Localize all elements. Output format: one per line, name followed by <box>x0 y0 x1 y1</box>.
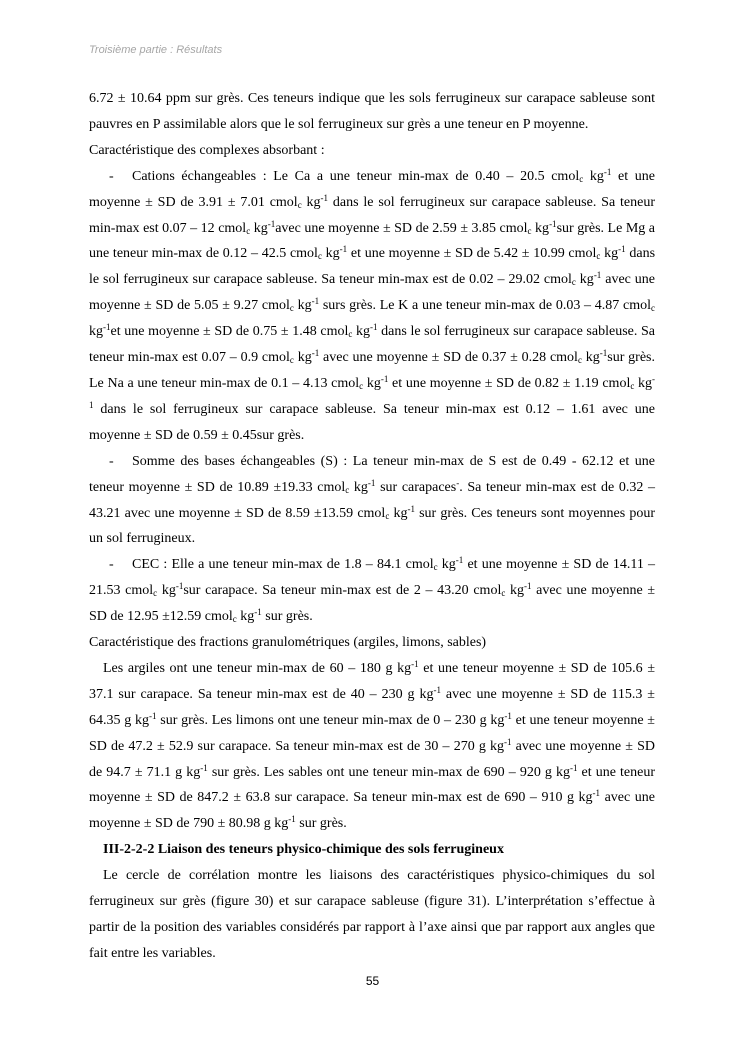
bullet-dash: - <box>109 453 114 469</box>
paragraph-correlation: Le cercle de corrélation montre les liaisons des caractéristiques physico-chimiques du sol ferrugineux sur grès (figure 30) et sur carapace sableuse (figure 31). L’interprétation s’effectue à partir de la position des variables considérés par rapport à l’axe ainsi que par rapport aux angles que fait entre les variables. <box>89 868 655 961</box>
bullet-dash: - <box>109 557 114 573</box>
bullet-cations: - Cations échangeables : Le Ca a une teneur min-max de 0.40 – 20.5 cmol$_c$ $kg^{-1}$ et une moyenne ± SD de 3.91 ± 7.01 cmol$_c$ $kg^{-1}$ dans le sol ferrugineux sur carapace sableuse. Sa teneur min-max est 0.07 – 12 cmol$_c$ $kg^{-1}avec$ une moyenne ± SD de 2.59 ± 3.85 cmol$_c$ $kg^{-1}sur$ grès. Le Mg a une teneur min-max de 0.12 – 42.5 cmol$_c$ $kg^{-1}$ et une moyenne ± SD de 5.42 ± 10.99 cmol$_c$ $kg^{-1}$ dans le sol ferrugineux sur carapace sableuse. Sa teneur min-max est de 0.02 – 29.02 cmol$_c$ $kg^{-1}$ avec une moyenne ± SD de 5.05 ± 9.27 cmol$_c$ $kg^{-1}$ surs grès. Le K a une teneur min-max de 0.03 – 4.87 cmol$_c$ $kg^{-1}et$ une moyenne ± SD de 0.75 ± 1.48 cmol$_c$ $kg^{-1}$ dans le sol ferrugineux sur carapace sableuse. Sa teneur min-max est 0.07 – 0.9 cmol$_c$ $kg^{-1}$ avec une moyenne ± SD de 0.37 ± 0.28 cmol$_c$ $kg^{-1}sur$ grès. Le Na a une teneur min-max de 0.1 – 4.13 cmol$_c$ $kg^{-1}$ et une moyenne ± SD de 0.82 ± 1.19 cmol$_c$ $kg^{-1}$ dans le sol ferrugineux sur carapace sableuse. Sa teneur min-max est 0.12 – 1.61 avec une moyenne ± SD de 0.59 ± 0.45sur grès. <box>89 164 655 449</box>
running-header: Troisième partie : Résultats <box>89 44 223 56</box>
paragraph-phosphorus: 6.72 ± 10.64 ppm sur grès. Ces teneurs indique que les sols ferrugineux sur carapace sableuse sont pauvres en P assimilable alors que le sol ferrugineux sur grès a une teneur en P moyenne. <box>89 91 655 132</box>
bullet-cec: - CEC : Elle a une teneur min-max de 1.8 – 84.1 cmol$_c$ $kg^{-1}$ et une moyenne ± SD de 14.11 – 21.53 cmol$_c$ $kg^{-1}sur$ carapace. Sa teneur min-max est de 2 – 43.20 cmol$_c$ $kg^{-1}$ avec une moyenne ± SD de 12.95 ±12.59 cmol$_c$ $kg^{-1}$ sur grès. <box>89 552 655 630</box>
paragraph-fractions: Les argiles ont une teneur min-max de 60 – 180 g $kg^{-1}$ et une teneur moyenne ± SD de 105.6 ± 37.1 sur carapace. Sa teneur min-max est de 40 – 230 g $kg^{-1}$ avec une moyenne ± SD de 115.3 ± 64.35 g $kg^{-1}$ sur grès. Les limons ont une teneur min-max de 0 – 230 g $kg^{-1}$ et une teneur moyenne ± SD de 47.2 ± 52.9 sur carapace. Sa teneur min-max est de 30 – 270 g $kg^{-1}$ avec une moyenne ± SD de 94.7 ± 71.1 g $kg^{-1}$ sur grès. Les sables ont une teneur min-max de 690 – 920 g $kg^{-1}$ et une teneur moyenne ± SD de 847.2 ± 63.8 sur carapace. Sa teneur min-max est de 690 – 910 g $kg^{-1}$ avec une moyenne ± SD de 790 ± 80.98 g $kg^{-1}$ sur grès. <box>89 658 656 832</box>
bullet-somme-bases: - Somme des bases échangeables (S) : La teneur min-max de S est de 0.49 - 62.12 et une teneur moyenne ± SD de 10.89 ±19.33 cmol$_c$ $kg^{-1}$ sur carapaces-. Sa teneur min-max est de 0.32 – 43.21 avec une moyenne ± SD de 8.59 ±13.59 cmol$_c$ $kg^{-1}$ sur grès. Ces teneurs sont moyennes pour un sol ferrugineux. <box>89 449 655 553</box>
heading-complexes-absorbant: Caractéristique des complexes absorbant : <box>89 142 325 158</box>
heading-fractions: Caractéristique des fractions granulométriques (argiles, limons, sables) <box>89 635 487 651</box>
bullet-dash: - <box>109 168 114 184</box>
body-text <box>89 86 655 967</box>
section-heading: III-2-2-2 Liaison des teneurs physico-chimique des sols ferrugineux <box>103 842 504 858</box>
page-number: 55 <box>365 974 380 988</box>
